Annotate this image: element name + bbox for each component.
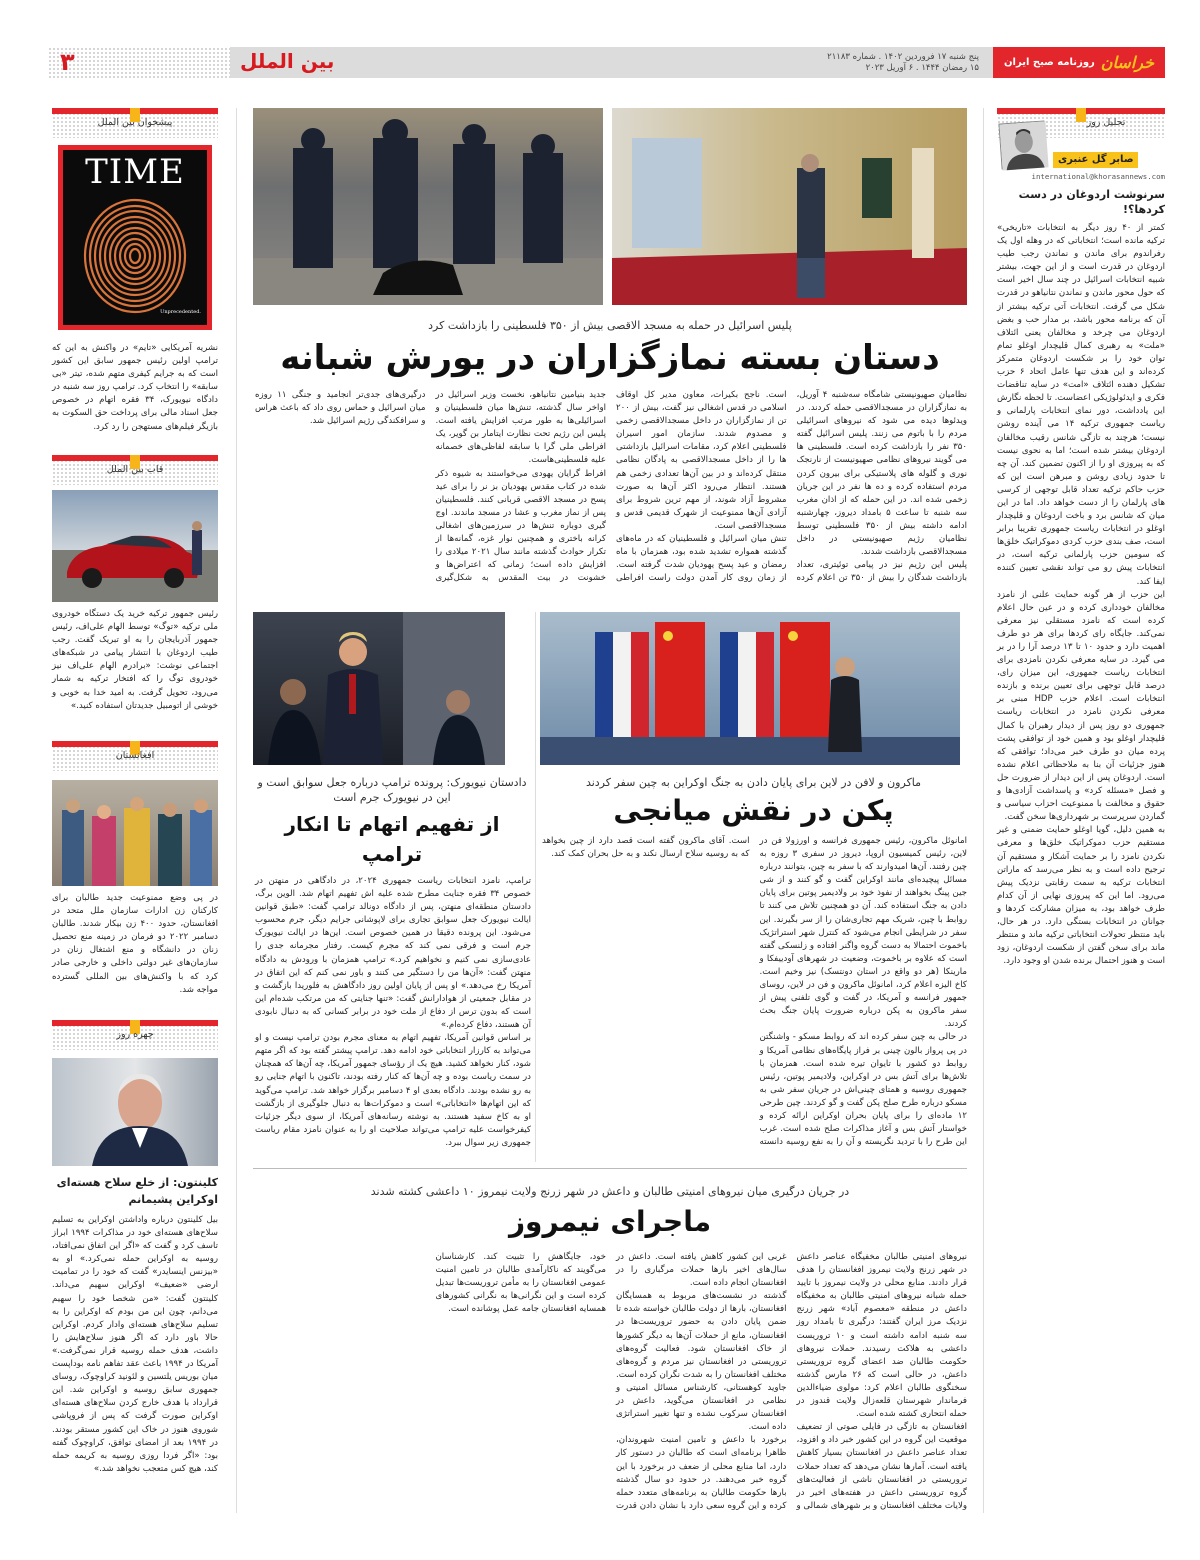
fingerprint-icon: [83, 194, 187, 314]
section-header-ghab: [52, 455, 218, 485]
time-magazine-cover: [58, 145, 212, 330]
trump-court-photo: [253, 612, 505, 765]
analysis-flow: [997, 171, 1165, 1511]
section-label: پیشخوان بین الملل: [97, 117, 173, 128]
section-label: قاب بین الملل: [106, 464, 164, 475]
paragraph: افراط گرایان یهودی می‌خواستند به شیوه ذکر شده در کتاب مقدس یهودیان بز نر را برای عید پسح در مسجد الاقصی قربانی کنند. فلسطینیان پس از نماز مغرب و عشا در مسجد ماندند. اوج گیری دوباره تنش‌ها در سرزمین‌های اشغالی کرانه باختری و همچنین نوار غزه، گمانه‌ها از تکرار حوادث گذشته مانند سال ۲۰۲۱ میلادی را افزایش داده است؛ زمانی که اعتراض‌ها و خشونت در بیت المقدس به شکل‌گیری درگیری‌های جدی‌تر انجامید و جنگی ۱۱ روزه میان اسرائیل و حماس روی داد که باعث هراس و سرافکندگی رژیم اسرائیل شد.: [255, 390, 606, 584]
page-number: ۳: [60, 48, 75, 76]
lead-headline: دستان بسته نمازگزاران در یورش شبانه: [280, 338, 940, 378]
trump-article: [253, 775, 531, 1163]
brand-tagline: روزنامه صبح ایران: [1004, 57, 1095, 68]
cover-caption: Unprecedented.: [160, 309, 201, 315]
paragraph: به همین دلیل، گویا اوغلو حمایت ضمنی و غیر مستقیم حزب دموکراتیک خلق‌ها و معرفی نکردن نامزد را بر حمایت آشکار و مستقیم آن ترجیح داده است و به نظر می‌رسد که ماراتن انتخابات ترکیه به سمت رقابتی نزدیک پیش می‌رود. اما این که پیروزی نهایی از آن کدام طرف خواهد بود، به میزان مشارکت کردها و جوانان در انتخابات بستگی دارد. در هر حال، باید منتظر تحولات انتخاباتی ترکیه ماند و منتظر ماند برای سخن گفتن از شکست اردوغان، زود است و هنوز احتمال برنده شدن او وجود دارد.: [997, 825, 1165, 967]
paragraph: کمتر از ۴۰ روز دیگر به انتخابات «تاریخی» ترکیه مانده است؛ انتخاباتی که در وهله اول یک رفراندوم برای ماندن و نماندن رجب طیب اردوغان در قدرت است و از این جهت، بیشتر شبیه انتخابات اسرائیل در چند سال اخیر است که حول محور ماندن و نماندن نتانیاهو در قدرت شکل می گرفت. انتخابات آتی ترکیه بیشتر از آن که برنامه محور باشد، بر مدار حب و بغض اردوغان می چرخد و مخالفان یعنی ائتلاف «ملت» به رهبری کمال قلیچدار اوغلو تمام توان خود را بر شکست اردوغان متمرکز کرده‌اند و این هدف تنها عامل اتحاد ۶ حزب تشکیل دهنده ائتلاف «امت» در سایه تناقضات فکری و ایدئولوژیکی اعضاست. تا لحظه نگارش این یادداشت، دور نمای انتخابات پارلمانی و ریاست جمهوری ترکیه ۱۴ می آینده روشن نیست؛ هرچند به تازگی شانس رقیب مخالفان اردوغان بیشتر شده است؛ اما به نحوی نیست که به پیروزی او را از اکنون تضمین کند. آن چه تا حدود زیادی روشن و مبرهن است این که حزب حاکم ترکیه تعداد قابل توجهی از کرسی های پارلمان را از دست خواهد داد. اما در این میان که شانس برد و باخت اردوغان و قلیچدار اوغلو در انتخابات ریاست جمهوری تقریبا برابر است، صف بندی حزب کردی دموکراتیک خلق‌ها که سومین حزب پارلمانی ترکیه است، در انتخابات پیش رو می تواند نقشی تعیین کننده ایفا کند.: [997, 223, 1166, 587]
section-header-afghanistan: [52, 741, 218, 771]
section-label: تحلیل روز: [1086, 117, 1126, 128]
lead-body: [255, 389, 967, 594]
analysis-title: سرنوشت اردوغان در دست کردها؟!: [1018, 188, 1165, 216]
police-raid-photo: [253, 108, 603, 305]
afghan-women-photo: [52, 780, 218, 886]
date-line-hijri-gregorian: ۱۵ رمضان ۱۴۴۴ . ۶ آوریل ۲۰۲۳: [865, 63, 979, 73]
nimruz-kicker: در جریان درگیری میان نیروهای امنیتی طالبان و داعش در شهر زرنج ولایت نیمروز ۱۰ داعشی کشته شدند: [370, 1185, 850, 1198]
author-name: صابر گل عنبری: [1053, 152, 1138, 168]
paragraph: پلیس این رژیم نیز در پیامی توئیتری، تعداد بازداشت شدگان را بیش از ۳۵۰ تن اعلام کرده است. ناجح بکیرات، معاون مدیر کل اوقاف اسلامی در قدس اشغالی نیز گفت، بیش از ۲۰۰ تن از نمازگزاران در داخل مسجدالاقصی زخمی و مصدوم شدند. سازمان امور اسیران فلسطینی اعلام کرد، مقامات اسرائیل بازداشتی ها را از داخل مسجدالاقصی به پادگان نظامی منتقل کرده‌اند و در بین آن‌ها تعدادی زخمی هم هستند. انتظار می‌رود اکثر آن‌ها به صورت مشروط آزاد شوند، از مهم ترین شروط برای آزادی آن‌ها ممنوعیت از شهرک قدیمی قدس و مسجدالاقصی است.: [616, 390, 968, 584]
brand-name: خراسان: [1100, 53, 1154, 72]
afghanistan-text: در پی وضع ممنوعیت جدید طالبان برای کارکنان زن ادارات سازمان ملل متحد در افغانستان، حدود ۴۰۰ زن بیکار شدند. طالبان دسامبر ۲۰۲۲ دو فرمان در زمینه منع تحصیل زنان در دانشگاه و منع اشتغال زنان در سازمان‌های غیر دولتی داخلی و خارجی صادر کرد که با واکنش‌های بین المللی گسترده مواجه شد.: [52, 893, 218, 995]
paragraph: برخورد با داعش و تامین امنیت شهروندان، ظاهرا برنامه‌ای است که طالبان در دستور کار دارد، اما منابع محلی از ضعف در برخورد با این گروه خبر می‌دهند. در حدود دو سال گذشته بارها حکومت طالبان به برنامه‌های متعدد حمله کرده و این گروه سعی دارد با نشان دادن قدرت خود، جایگاهش را تثبیت کند. کارشناسان می‌گویند که ناکارآمدی طالبان در تامین امنیت عمومی افغانستان را به مأمن تروریست‌ها تبدیل کرده است و این نگرانی‌ها به نگرانی کشورهای همسایه افغانستان جامه عمل پوشانده است.: [435, 1252, 787, 1511]
newspaper-logo: [993, 47, 1165, 78]
nimruz-headline: ماجرای نیمروز: [508, 1205, 712, 1238]
chinese-flag: [655, 622, 705, 742]
al-aqsa-interior-photo: [612, 108, 967, 305]
paragraph: نیروهای امنیتی طالبان مخفیگاه عناصر داعش در شهر زرنج ولایت نیمروز افغانستان را هدف قرار دادند. منابع محلی در ولایت نیمروز با تایید حمله شبانه نیروهای امنیتی طالبان به مخفیگاه داعش در منطقه «معصوم آباد» شهر زرنج نزدیک مرز ایران گفتند: درگیری تا بامداد روز سه شنبه ادامه داشته است و ۱۰ تروریست داعشی به هلاکت رسیدند. حملات نیروهای حکومت طالبان ضد اعضای گروه تروریستی داعش، در حالی است که ۲۶ مارس گذشته سخنگوی طالبان اعلام کرد: مولوی ضیاءالدین فرماندار شهرستان قلعه‌زال ولایت قندوز در حمله انتحاری کشته شده است.: [796, 1252, 967, 1420]
beijing-body: [542, 835, 967, 1163]
paragraph: بر اساس قوانین آمریکا، تفهیم اتهام به معنای مجرم بودن ترامپ نیست و او می‌تواند به کارزار انتخاباتی خود ادامه دهد. ترامپ پیشتر گفته بود که اگر متهم شود، کنار نخواهد کشید. هیچ یک از رؤسای جمهور آمریکا، چه آن‌ها که همچنان در سمت ریاست بوده و چه آن‌ها که کنار رفته بودند، تاکنون با اتهام جنایی رو به رو نشده بودند. دادگاه بعدی او ۴ دسامبر برگزار خواهد شد. ترامپ می‌گوید که این اتهام‌ها «انتخاباتی» است و دموکرات‌ها به دنبال جلوگیری از بازگشت او به کاخ سفید هستند. به نوشته رسانه‌های آمریکا، از سوی دیگر جزئیات کیفرخواست علیه ترامپ می‌تواند صلاحیت او را به عنوان نامزد مقام ریاست جمهوری زیر سوال ببرد.: [255, 1033, 531, 1148]
column-divider: [535, 612, 536, 1162]
nimruz-body: [255, 1251, 967, 1514]
chehre-text: بیل کلینتون درباره واداشتن اوکراین به تسلیم سلاح‌های هسته‌ای خود در مذاکرات ۱۹۹۴ ابراز تاسف کرد و گفت که «اگر این اتفاق نمی‌افتاد، روسیه به اوکراین حمله نمی‌کرد.» او به «بیزنس اینسایدر» گفت که خود را در تمامیت ارضی «ضعیف» اوکراین سهیم می‌داند. کلینتون گفت: «من شخصا خود را سهیم می‌دانم، چون این من بودم که اوکراین را به تسلیم سلاح‌های هسته‌ای وادار کردم. اوکراین حالا باور دارد که اگر هنوز سلاح‌هایش را داشت، هدف حمله روسیه قرار نمی‌گرفت.» آمریکا در ۱۹۹۴ باعث عقد تفاهم نامه بوداپست میان بوریس یلتسین و لئونید کراوچوک، روسای جمهوری سابق روسیه و اوکراین شد. این قرارداد با هدف خارج کردن سلاح‌های هسته‌ای اوکراین صورت گرفت که پس از فروپاشی شوروی هنوز در خاک این کشور مستقر بودند. در ۱۹۹۴ بعد از امضای توافق، کراوچوک گفته بود: «اگر فردا روزی روسیه به کریمه حمله کند، هیچ کس متعجب نخواهد شد.»: [52, 1215, 218, 1474]
trump-body: [255, 875, 531, 1163]
paragraph: در حالی به چین سفر کرده اند که روابط مسکو - واشنگتن در پی پرواز بالون چینی بر فراز پایگاه‌های نظامی آمریکا و روابط دو کشور با تایوان تیره شده است. همزمان با تلاش‌ها برای آتش بس در اوکراین، ولادیمیر پوتین، رئیس جمهوری روسیه و همتای چینی‌اش در جریان سفر شی به مسکو درباره طرح صلح پکن گفت و گو کردند. چین طرحی ۱۲ ماده‌ای را برای پایان بحران اوکراین ارائه کرده و خواستار آتش بس و آغاز مذاکرات صلح شده است. غرب این طرح را با تردید نگریسته و آن را به نفع روسیه دانسته است. آقای ماکرون گفته است قصد دارد از چین بخواهد که به روسیه سلاح ارسال نکند و به حل بحران کمک کند.: [542, 836, 967, 1148]
trump-kicker: دادستان نیویورک: پرونده ترامپ درباره جعل سوابق است و این در نیویورک جرم است: [257, 776, 527, 804]
section-header-pishkhan: [52, 108, 218, 138]
issue-date: [542, 47, 993, 78]
paragraph: نظامیان صهیونیستی شامگاه سه‌شنبه ۴ آوریل، به نمازگزاران در مسجدالاقصی حمله کردند. در ویدئوها دیده می شود که نیروهای اسرائیلی مردم را با باتوم می زنند. پلیس اسرائیل گفته ۳۵۰ نفر را بازداشت کرده است. فلسطینی ها می گویند نیروهای نظامی صهیونیست از نارنجک نوری و گلوله های پلاستیکی برای بیرون کردن مردم استفاده کرده و ده ها نفر در این جریان زخمی شده اند. در این حمله که از اذان مغرب سه شنبه تا ساعت ۵ بامداد دیروز، چهارشنبه ادامه داشته بیش از ۳۵۰ فلسطینی توسط نظامیان رژیم صهیونیستی در داخل مسجدالاقصی بازداشت شدند.: [796, 390, 968, 558]
trump-headline: از تفهیم اتهام تا انکار ترامپ: [284, 812, 500, 866]
paragraph: ترامپ، نامزد انتخابات ریاست جمهوری ۲۰۲۴، در دادگاهی در منهتن در خصوص ۳۴ فقره جنایت مطرح شده علیه اش تفهیم اتهام شد. الوین برگ، دادستان منطقه‌ای منهتن، پس از دادگاه دونالد ترامپ گفت: «طبق قوانین ایالت نیویورک جعل سوابق تجاری برای لاپوشانی جرایم دیگر، جرم محسوب می‌شود. این پرونده دقیقا در همین خصوص است. این‌ها در ایالت نیویورک جرم است و فرقی نمی کند که مجرم کیست. رفتار مجرمانه جدی را عادی‌سازی نمی کنیم و نخواهیم کرد.» ترامپ همزمان با ورودش به دادگاه منهتن گفت: «آن‌ها من را دستگیر می کنند و باور نمی کنم که این اتفاق در آمریکا رخ می‌دهد.» او پس از پایان اولین روز دادگاهش به فلوریدا بازگشت و در مقابل جمعیتی از هوادارانش گفت: «تنها جنایتی که من مرتکب شده‌ام این است که بدون ترس از دفاع از ملت خود در برابر کسانی که به دنبال نابودی آن هستند، دفاع کرده‌ام.»: [255, 876, 531, 1031]
paragraph: این حزب از هر گونه حمایت علنی از نامزد مخالفان خودداری کرده و در عین حال اعلام کرده است که نامزد مستقلی نیز معرفی نمی‌کند. جایگاه رای کردها برای هر دو طرف اهمیت دارد و حدود ۱۰ تا ۱۳ درصد آرا را در بر می گیرد. در سایه معرفی نکردن نامزدی برای انتخابات ریاست جمهوری، این میزان رای، درصد قابل توجهی برای تعیین برنده و بازنده انتخابات است. اعلام حزب HDP مبنی بر معرفی نکردن نامزد در انتخابات ریاست جمهوری دو روز پس از دیدار رهبران با کمال قلیچدار اوغلو بود و همین خود از توافقی پشت پرده میان دو طرف خبر می‌داد؛ توافقی که هنوز جزئیات آن بنا به ملاحظاتی اعلام نشده است. اردوغان پس از این دیدار از ضرورت حل و فصل «مسئله کرد» و پاسداشت آزادی‌ها و حقوق و مخالفت با ممنوعیت احزاب سیاسی و گماردن سرپرست بر شهرداری‌ها سخن گفت.: [997, 589, 1165, 823]
cover-masthead: TIME: [85, 152, 185, 192]
nimruz-article: [253, 1184, 967, 1514]
paragraph: افغانستان به تازگی در فایلی صوتی از تضعیف موقعیت این گروه در این کشور خبر داد و افزود، تعداد عناصر داعش در افغانستان بسیار کاهش یافته است. آمارها نشان می‌دهد که تعداد حملات تروریستی در افغانستان ناشی از فعالیت‌های گروه تروریستی داعش در هفته‌های اخیر در ولایات مختلف افغانستان و بر شهرهای شمالی و غربی این کشور کاهش یافته است. داعش در سال‌های اخیر بارها حملات مرگباری را در افغانستان انجام داده است.: [616, 1252, 967, 1511]
column-divider: [236, 108, 237, 1513]
french-flag: [595, 632, 649, 742]
chinese-flag: [780, 622, 830, 742]
chehre-flow: [52, 1174, 218, 1514]
lead-kicker: پلیس اسرائیل در حمله به مسجد الاقصی بیش از ۳۵۰ فلسطینی را بازداشت کرد: [428, 319, 792, 332]
pishkhan-text: نشریه آمریکایی «تایم» در واکنش به این که ترامپ اولین رئیس جمهور سابق این کشور است که به جرایم کیفری متهم شده، تیتر «بی سابقه» را انتخاب کرد. ترامپ روز سه شنبه در دادگاه نیویورک، ۳۴ فقره اتهام در خصوص جعل اسناد مالی برای پرداخت حق السکوت به بازیگر فیلم‌های مستهجن را رد کرد.: [52, 343, 218, 432]
beijing-headline: پکن در نقش میانجی: [613, 794, 894, 827]
author-email[interactable]: international@khorasannews.com: [1031, 172, 1165, 181]
togg-car-photo: [52, 490, 218, 602]
chehre-title: کلینتون: از خلع سلاح هسته‌ای اوکراین پشیمانم: [56, 1176, 218, 1206]
section-title-box: [230, 47, 542, 78]
lead-article: [253, 318, 967, 594]
section-label: افغانستان: [115, 750, 155, 761]
section-divider: [253, 1168, 967, 1169]
analysis-column: [997, 108, 1165, 1518]
ghab-text: رئیس جمهور ترکیه خرید یک دستگاه خودروی ملی ترکیه «توگ» توسط الهام علی‌اف، رئیس جمهور آذربایجان را به او تبریک گفت. رجب طیب اردوغان با انتشار پیامی در شبکه‌های اجتماعی نوشت: «برادرم الهام علی‌اف نیز خودروی توگ را که افتخار ترکیه به شمار می‌رود، تحویل گرفت. به امید خدا به خوبی و خوشی از اتومبیل جدیدتان استفاده کنید.»: [52, 609, 218, 711]
paragraph: امانوئل ماکرون، رئیس جمهوری فرانسه و اورزولا فن در لاین، رئیس کمیسیون اروپا، دیروز در سفری ۳ روزه به چین رفتند. آن‌ها امیدوارند که با سفر به چین، بتوانند درباره مسائل پیچیده‌ای مانند اوکراین گفت و گو کنند و از شی جین پینگ بخواهند از نفوذ خود بر ولادیمیر پوتین برای پایان دادن به جنگ استفاده کند. آن دو همچنین تلاش می کنند تا روابط با چین، شریک مهم تجاری‌شان را از سر بگیرند. این سفر در شرایطی انجام می‌شود که کنترل شهر استراتژیک باخموت احتمالا به دست گروه واگنر افتاده و زلنسکی گفته است که علاوه بر باخموت، وضعیت در شهرهای آودییفکا و مارینکا (هر دو واقع در استان دونتسک) نیز وخیم است. کاخ الیزه اعلام کرد، امانوئل ماکرون و فن در لاین، روسای جمهور فرانسه و آمریکا، در گفت و گوی تلفنی پیش از سفر ماکرون به پکن درباره ضرورت پایان جنگ بحث کردند.: [759, 836, 967, 1030]
analysis-body: [997, 222, 1165, 1511]
french-flag: [720, 632, 774, 742]
column-divider: [983, 108, 984, 1513]
author-photo: [998, 120, 1047, 169]
clinton-photo: [52, 1058, 218, 1166]
section-title: بین الملل: [240, 49, 335, 73]
page-number-box: [48, 47, 230, 78]
beijing-kicker: ماکرون و لافن در لاین برای پایان دادن به جنگ اوکراین به چین سفر کردند: [585, 776, 922, 789]
paragraph: تنش میان اسرائیل و فلسطینیان که در ماه‌های گذشته همواره تشدید شده بود، همزمان با ماه رمضان و عید پسح یهودیان شدت گرفته است. از زمان روی کار آمدن دولت راست افراطی جدید بنیامین نتانیاهو، نخست وزیر اسرائیل در اواخر سال گذشته، تنش‌ها میان فلسطینیان و اسرائیلی‌ها به طور مرتب افزایش یافته است. پلیس این رژیم تحت نظارت ایتامار بن گویر، یک افراطی ملی گرا با سابقه لفاظی‌های خصمانه علیه فلسطینی‌هاست.: [435, 390, 787, 584]
paragraph: گذشته در نشست‌های مربوط به همسایگان افغانستان، بارها از دولت طالبان خواسته شده تا ضمن پایان دادن به حضور تروریست‌ها در افغانستان، مانع از حملات آن‌ها به دیگر کشورها از خاک افغانستان شود. فعالیت گروه‌های تروریستی در افغانستان نیز مردم و گروه‌های مختلف افغانستان را به شدت نگران کرده است. جاوید کوهستانی، کارشناس مسائل امنیتی و نظامی در افغانستان می‌گوید، داعش در افغانستان سرکوب نشده و تنها تغییر استراتژی داده است.: [616, 1291, 787, 1433]
xi-jinping-flags-photo: [540, 612, 960, 765]
section-header-chehre: [52, 1020, 218, 1050]
beijing-article: [540, 775, 967, 1163]
date-line-persian: پنج شنبه ۱۷ فروردین ۱۴۰۲ . شماره ۲۱۱۸۳: [827, 52, 979, 62]
section-label: چهره روز: [116, 1029, 154, 1040]
